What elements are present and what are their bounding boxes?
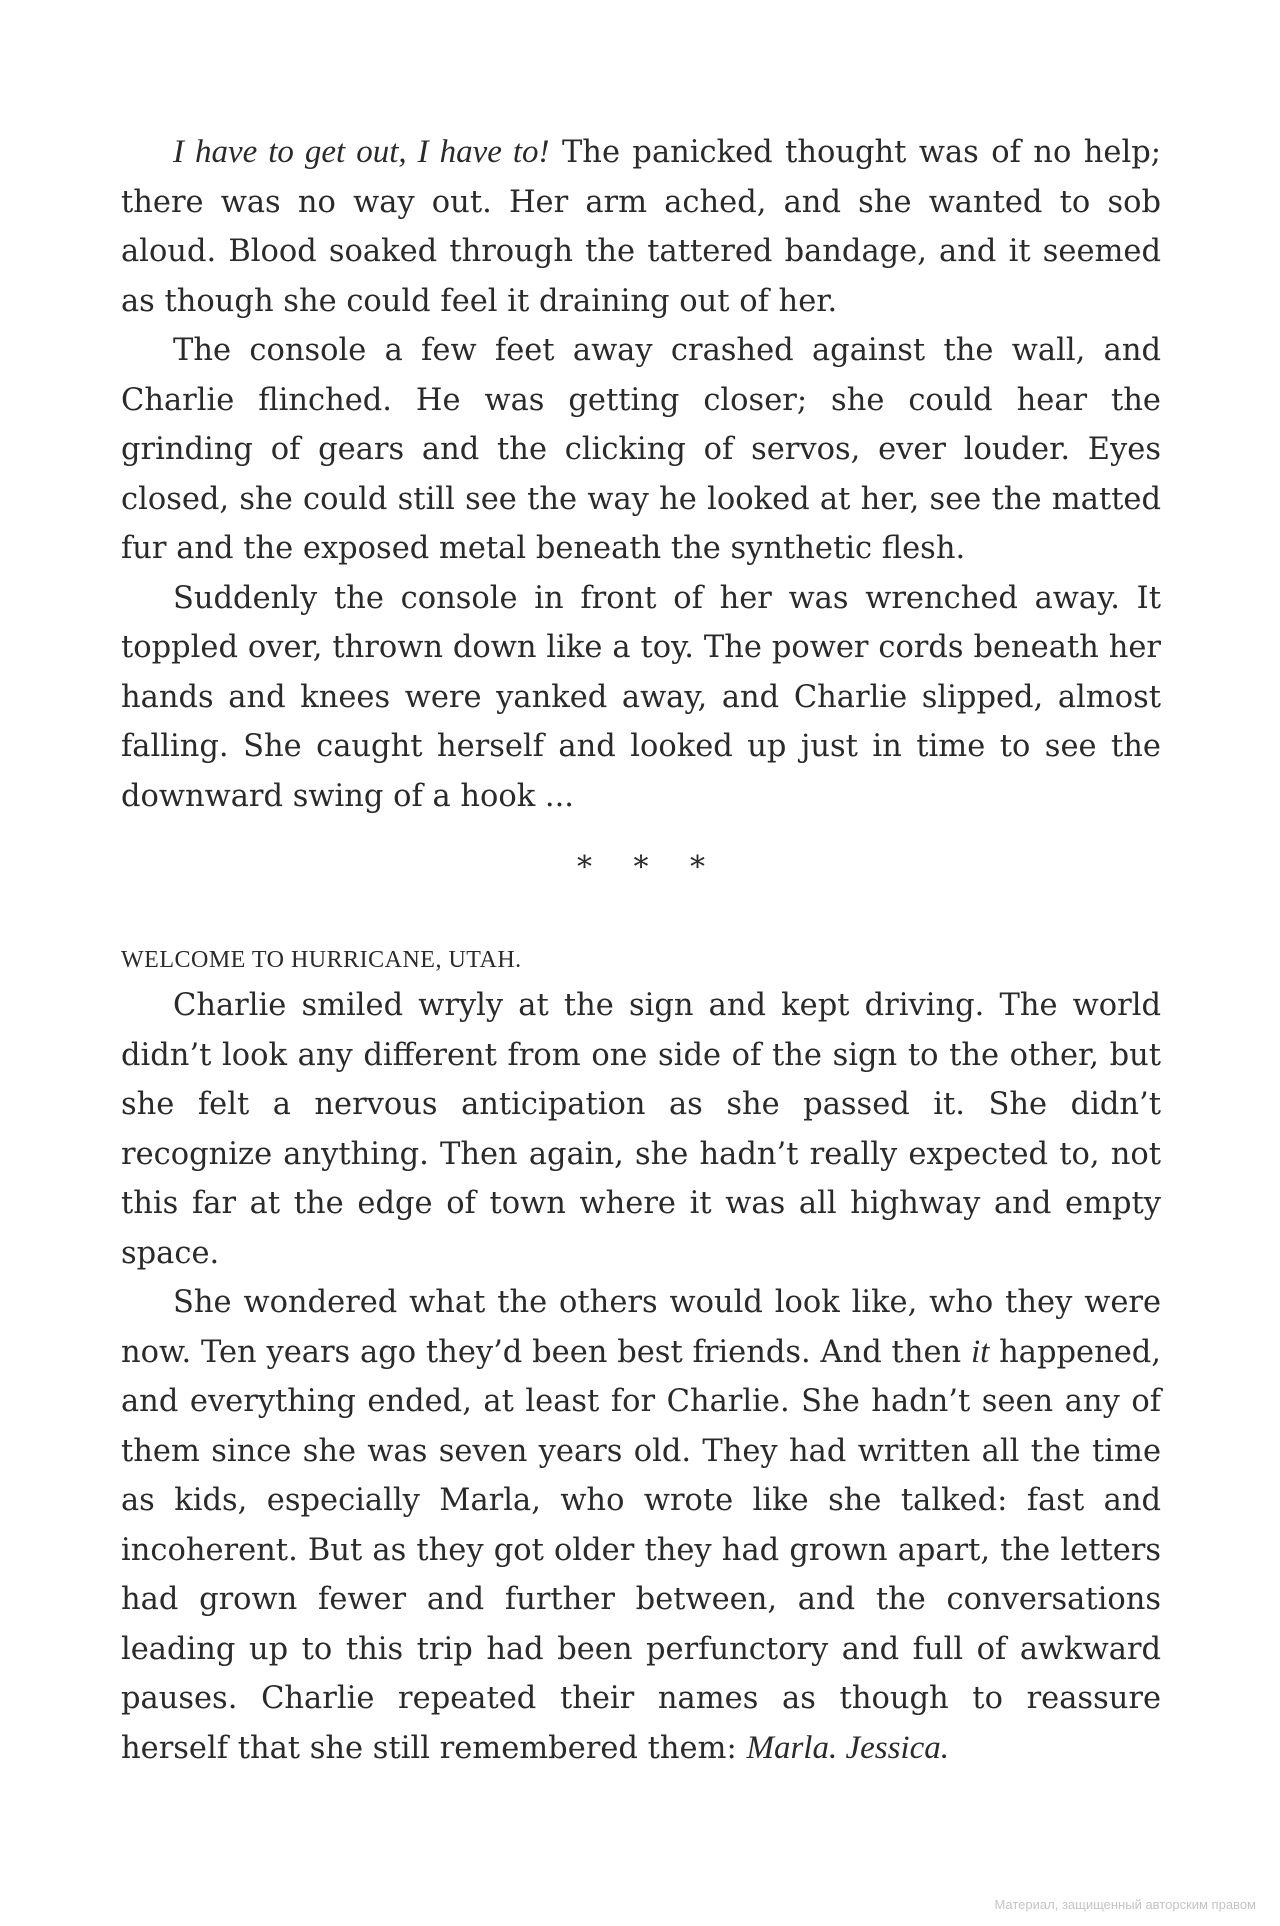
paragraph-text: Suddenly the console in front of her was wrenched away. It toppled over, thrown down like a toy. The power cords beneath her hands and knees were yanked away, and Charlie slipped, almost falling. She caught herself and looked up just in time to see the downward swing of a hook ... <box>121 580 1161 814</box>
italic-thought: I have to get out, I have to! <box>173 134 550 170</box>
paragraph-sign <box>121 981 1161 1278</box>
copyright-watermark: Материал, защищенный авторским правом <box>994 1897 1256 1912</box>
italic-names: Marla. Jessica. <box>746 1729 949 1766</box>
section-break: * * * <box>576 850 722 885</box>
section-heading: WELCOME TO HURRICANE, UTAH. <box>121 947 522 973</box>
book-page <box>121 128 1161 1773</box>
paragraph-text: She wondered what the others would look like, who they were now. Ten years ago they’d been best friends. And then <box>121 1285 1161 1370</box>
paragraph-console <box>121 326 1161 574</box>
paragraph-text: happened, and everything ended, at least for Charlie. She hadn’t seen any of them since she was seven years old. They had written all the time as kids, especially Marla, who wrote like she talked: fast and incoherent. But as they got older they had grown apart, the letters had grown fewer and further between, and the conversations leading up to this trip had been perfunctory and full of awkward pauses. Charlie repeated their names as though to reassure herself that she still remembered them: <box>121 1334 1161 1766</box>
italic-it: it <box>970 1333 990 1370</box>
paragraph-text: Charlie smiled wryly at the sign and kept driving. The world didn’t look any different from one side of the sign to the other, but she felt a nervous anticipation as she passed it. She didn’t recognize anything. Then again, she hadn’t really expected to, not this far at the edge of town where it was all highway and empty space. <box>121 988 1161 1271</box>
paragraph-hook <box>121 574 1161 822</box>
paragraph-panic <box>121 128 1161 326</box>
paragraph-text: The console a few feet away crashed against the wall, and Charlie flinched. He was getting closer; she could hear the grinding of gears and the clicking of servos, ever louder. Eyes closed, she could still see the way he looked at her, see the matted fur and the exposed metal beneath the synthetic flesh. <box>121 333 1161 566</box>
paragraph-others <box>121 1278 1161 1773</box>
paragraph-text: The panicked thought was of no help; there was no way out. Her arm ached, and she wanted to sob aloud. Blood soaked through the tattered bandage, and it seemed as though she could feel it draining out of her. <box>121 135 1161 319</box>
